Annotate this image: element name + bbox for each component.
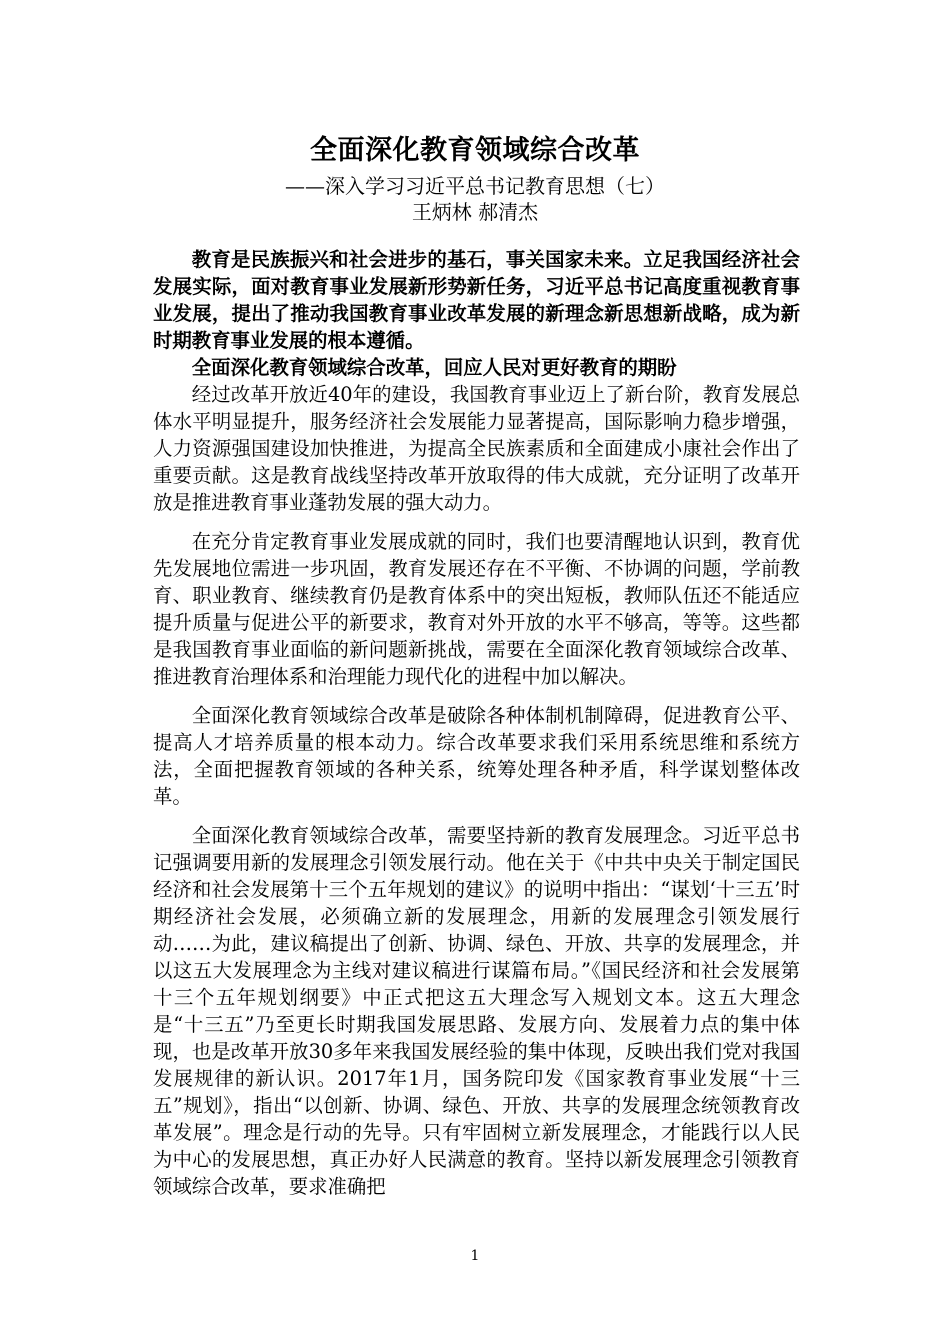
body-paragraph: 经过改革开放近40年的建设，我国教育事业迈上了新台阶，教育发展总体水平明显提升，服务经济社会发展能力显著提高，国际影响力稳步增强，人力资源强国建设加快推进，为提高全民族素质和全面建成小康社会作出了重要贡献。这是教育战线坚持改革开放取得的伟大成就，充分证明了改革开放是推进教育事业蓬勃发展的强大动力。 bbox=[153, 383, 800, 514]
document-body bbox=[153, 246, 800, 1212]
body-paragraph: 全面深化教育领域综合改革，需要坚持新的教育发展理念。习近平总书记强调要用新的发展理念引领发展行动。他在关于《中共中央关于制定国民经济和社会发展第十三个五年规划的建议》的说明中指出：“谋划‘十三五’时期经济社会发展，必须确立新的发展理念，用新的发展理念引领发展行动……为此，建议稿提出了创新、协调、绿色、开放、共享的发展理念，并以这五大发展理念为主线对建议稿进行谋篇布局。”《国民经济和社会发展第十三个五年规划纲要》中正式把这五大理念写入规划文本。这五大理念是“十三五”乃至更长时期我国发展思路、发展方向、发展着力点的集中体现，也是改革开放30多年来我国发展经验的集中体现，反映出我们党对我国发展规律的新认识。2017年1月，国务院印发《国家教育事业发展“十三五”规划》，指出“以创新、协调、绿色、开放、共享的发展理念统领教育改革发展”。理念是行动的先导。只有牢固树立新发展理念，才能践行以人民为中心的发展思想，真正办好人民满意的教育。坚持以新发展理念引领教育领域综合改革，要求准确把 bbox=[153, 824, 800, 1198]
document-subtitle: ——深入学习习近平总书记教育思想（七） bbox=[285, 174, 665, 198]
document-title: 全面深化教育领域综合改革 bbox=[310, 135, 640, 166]
body-paragraph: 在充分肯定教育事业发展成就的同时，我们也要清醒地认识到，教育优先发展地位需进一步巩固，教育发展还存在不平衡、不协调的问题，学前教育、职业教育、继续教育仍是教育体系中的突出短板，教师队伍还不能适应提升质量与促进公平的新要求，教育对外开放的水平不够高，等等。这些都是我国教育事业面临的新问题新挑战，需要在全面深化教育领域综合改革、推进教育治理体系和治理能力现代化的进程中加以解决。 bbox=[153, 530, 800, 688]
body-paragraph: 全面深化教育领域综合改革是破除各种体制机制障碍，促进教育公平、提高人才培养质量的根本动力。综合改革要求我们采用系统思维和系统方法，全面把握教育领域的各种关系，统筹处理各种矛盾，科学谋划整体改革。 bbox=[153, 704, 800, 808]
section-heading: 全面深化教育领域综合改革，回应人民对更好教育的期盼 bbox=[191, 356, 677, 379]
document-authors: 王炳林 郝清杰 bbox=[411, 200, 539, 224]
page-number: 1 bbox=[470, 1248, 480, 1264]
intro-paragraph: 教育是民族振兴和社会进步的基石，事关国家未来。立足我国经济社会发展实际，面对教育事业发展新形势新任务，习近平总书记高度重视教育事业发展，提出了推动我国教育事业改革发展的新理念新思想新战略，成为新时期教育事业发展的根本遵循。 bbox=[153, 248, 800, 352]
